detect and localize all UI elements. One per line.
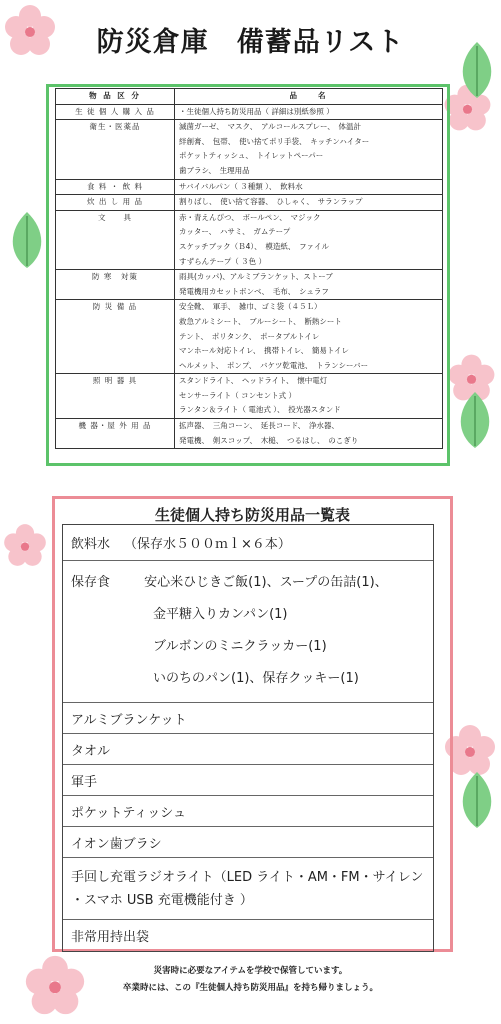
item-label: イオン歯ブラシ [71, 836, 162, 852]
item-line: すずらんテープ（ ３色 ） [179, 256, 266, 266]
item-line: 割りばし、 使い捨て容器、 ひしゃく、 サランラップ [179, 197, 363, 207]
item-line: 絆創膏、 包帯、 使い捨てポリ手袋、 キッチンハイター [179, 136, 370, 146]
footer-line: 卒業時には、この『生徒個人持ち防災用品』を持ち帰りましょう。 [122, 983, 378, 993]
item-detail: （保存水５００ｍｌ×６本） [124, 537, 291, 552]
item-line: ・生徒個人持ち防災用品（ 詳細は別紙参照 ） [179, 106, 334, 116]
radio-line: ・スマホ USB 充電機能付き ） [71, 893, 253, 908]
table-row [56, 104, 443, 120]
table-row [56, 374, 443, 419]
list-item [63, 858, 433, 920]
list-item [63, 920, 433, 951]
item-line: カッター、 ハサミ、 ガムテープ [179, 227, 291, 237]
page-title: 防災倉庫 備蓄品リスト [96, 27, 405, 58]
category-cell: 防 災 備 品 [56, 300, 175, 374]
item-label: 保存食 [71, 575, 111, 590]
category-cell: 文 具 [56, 210, 175, 269]
list-item [63, 703, 433, 734]
leaf-icon [455, 770, 499, 830]
list-item [63, 796, 433, 827]
item-label: 飲料水 [71, 537, 111, 552]
leaf-icon [6, 210, 48, 270]
table-row [56, 210, 443, 269]
item-line: ヘルメット、 ポンプ、 バケツ乾電池、 トランシーバー [179, 360, 369, 370]
items-header: 品 名 [175, 89, 443, 105]
table-row [56, 419, 443, 449]
items-cell [175, 374, 443, 419]
stock-table [55, 88, 443, 449]
table-header-row [56, 89, 443, 105]
footer-line: 災害時に必要なアイテムを学校で保管しています。 [153, 966, 348, 976]
category-cell: 機 器・屋 外 用 品 [56, 419, 175, 449]
category-cell: 衛生・医薬品 [56, 120, 175, 179]
items-cell [175, 210, 443, 269]
personal-list [62, 524, 434, 952]
item-line: 発電機用カセットボンベ、 毛布、 シュラフ [179, 286, 329, 296]
items-cell [175, 120, 443, 179]
item-label: 軍手 [71, 774, 98, 790]
item-line: ポケットティッシュ、 トイレットペーパー [179, 151, 324, 161]
item-line: 歯ブラシ、 生理用品 [179, 165, 250, 175]
item-line: 発電機、 剣スコップ、 木槌、 つるはし、 のこぎり [179, 435, 359, 445]
item-line: ランタン＆ライト（ 電池式 ）、 投光器スタンド [179, 405, 341, 415]
list-item [63, 734, 433, 765]
item-line: スケッチブック（Ｂ4）、 模造紙、 ファイル [179, 241, 329, 251]
item-line: 滅菌ガーゼ、 マスク、 アルコールスプレー、 体温計 [179, 122, 361, 132]
item-line: 赤・青えんぴつ、 ボールペン、 マジック [179, 212, 321, 222]
item-label: アルミブランケット [71, 712, 187, 728]
list-item [63, 561, 433, 703]
table-row [56, 300, 443, 374]
table-row [56, 270, 443, 300]
items-cell [175, 300, 443, 374]
radio-line: 手回し充電ラジオライト（LED ライト・AM・FM・サイレン [71, 870, 424, 885]
food-line: いのちのパン(1)、保存クッキー(1) [153, 671, 359, 686]
item-line: スタンドライト、 ヘッドライト、 懐中電灯 [179, 376, 328, 386]
items-cell [175, 419, 443, 449]
footer-note [0, 963, 501, 997]
category-cell: 生 徒 個 人 購 入 品 [56, 104, 175, 120]
category-cell: 防 寒 対策 [56, 270, 175, 300]
item-label: ポケットティッシュ [71, 805, 187, 821]
category-header: 物 品 区 分 [56, 89, 175, 105]
items-cell [175, 195, 443, 211]
items-cell [175, 270, 443, 300]
list-item [63, 827, 433, 858]
item-line: マンホール対応トイレ、 携帯トイレ、 簡易トイレ [179, 346, 350, 356]
items-cell [175, 104, 443, 120]
table-row [56, 179, 443, 195]
leaf-icon [452, 390, 498, 450]
cherry-blossom-icon [0, 520, 50, 570]
table-row [56, 120, 443, 179]
item-line: センサーライト（ コンセント式 ） [179, 390, 297, 400]
category-cell: 炊 出 し 用 品 [56, 195, 175, 211]
item-line: 安全靴、 軍手、 雑巾、ゴミ袋（４５Ｌ） [179, 302, 322, 312]
table-row [56, 195, 443, 211]
food-line: 金平糖入りカンパン(1) [153, 607, 288, 622]
item-line: テント、 ポリタンク、 ポータブルトイレ [179, 331, 320, 341]
item-line: サバイバルパン（ ３種類 ）、 飲料水 [179, 181, 303, 191]
item-line: 雨具(カッパ)、アルミブランケット、ストーブ [179, 272, 333, 282]
food-line [71, 567, 425, 599]
personal-list-title: 生徒個人持ち防災用品一覧表 [154, 506, 350, 524]
item-label: タオル [71, 743, 111, 759]
item-line: 拡声器、 三角コーン、 延長コード、 浄水器、 [179, 421, 339, 431]
item-line: 救急アルミシート、 ブルーシート、 断熱シート [179, 316, 342, 326]
list-item [63, 525, 433, 561]
list-item [63, 765, 433, 796]
items-cell [175, 179, 443, 195]
item-label: 非常用持出袋 [71, 930, 150, 945]
category-cell: 照 明 器 具 [56, 374, 175, 419]
food-detail: 安心米ひじきご飯(1)、スープの缶詰(1)、 [144, 575, 388, 590]
food-line: ブルボンのミニクラッカー(1) [153, 639, 327, 654]
category-cell: 食 料 ・ 飲 料 [56, 179, 175, 195]
